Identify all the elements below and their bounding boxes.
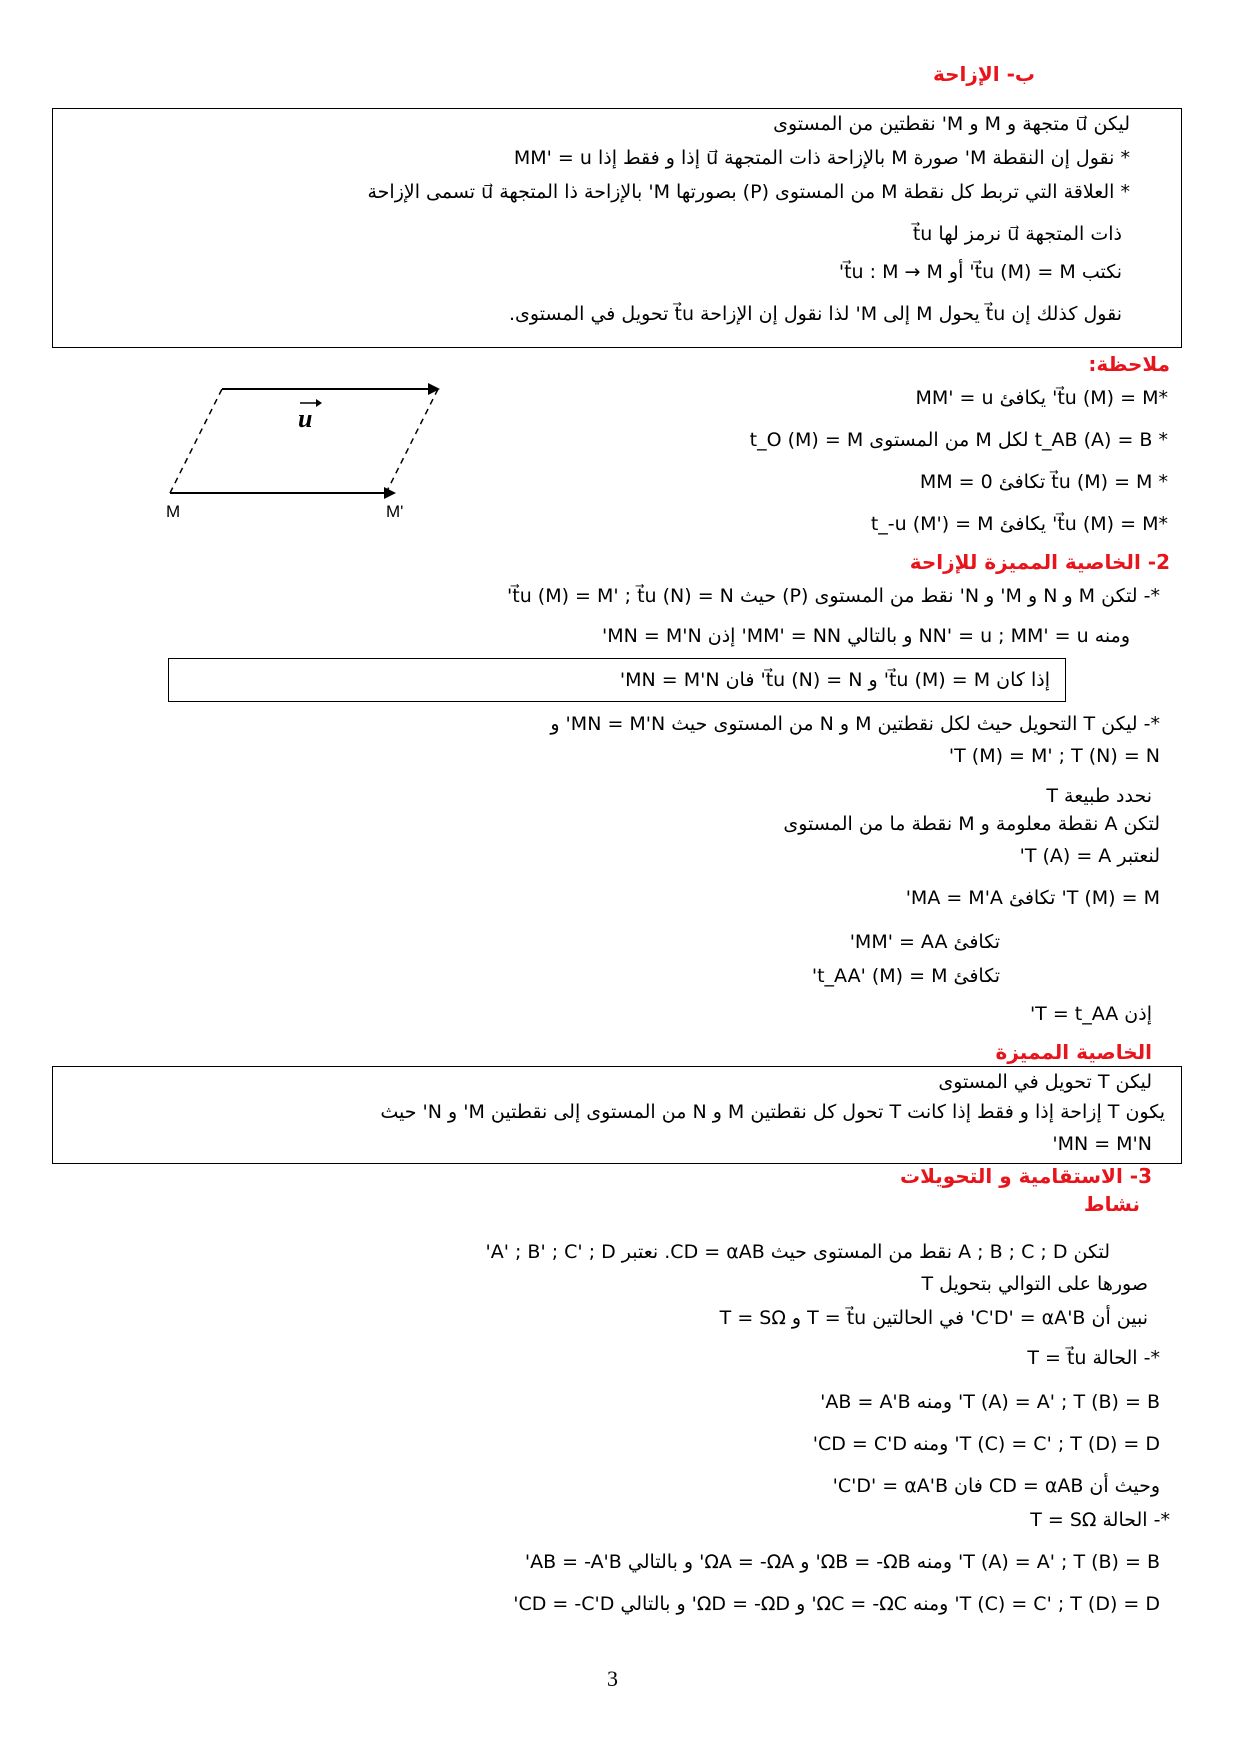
- def-line-4: ذات المتجهة ⃗u نرمز لها t⃗u: [912, 223, 1122, 245]
- sec3-line-2: صورها على التوالي بتحويل T: [921, 1273, 1148, 1295]
- sec2-line-11: تكافئ t_AA' (M) = M': [811, 965, 1000, 987]
- sec2-line-10: تكافئ MM' = AA': [849, 931, 1000, 953]
- sec2-line-12: إذن T = t_AA': [1029, 1003, 1152, 1025]
- char-line-2: يكون T إزاحة إذا و فقط إذا كانت T تحول كل نقطتين M و N من المستوى إلى نقطتين M' و N' حيث: [380, 1101, 1165, 1123]
- page-number: 3: [607, 1666, 618, 1691]
- note-line-2: * t_AB (A) = B لكل M من المستوى t_O (M) = M: [749, 429, 1168, 451]
- sec3-line-5: T (A) = A' ; T (B) = B' ومنه AB = A'B': [820, 1391, 1160, 1413]
- sec2-line-2: ومنه NN' = u ; MM' = u و بالتالي MM' = NN' إذن MN = M'N': [602, 625, 1130, 647]
- sec2-line-4: *- ليكن T التحويل حيث لكل نقطتين M و N من المستوى حيث MN = M'N' و: [550, 713, 1160, 735]
- sec2-line-1: *- لتكن M و N و M' و N' نقط من المستوى (P) حيث t⃗u (M) = M' ; t⃗u (N) = N': [507, 585, 1160, 607]
- def-line-1: ليكن ⃗u متجهة و M و M' نقطتين من المستوى: [773, 113, 1130, 135]
- translation-figure: [160, 375, 460, 530]
- point-label-m: M: [166, 502, 181, 521]
- def-line-3: * العلاقة التي تربط كل نقطة M من المستوى (P) بصورتها M' بالإزاحة ذا المتجهة ⃗u تسمى الإزاحة: [367, 181, 1130, 203]
- def-line-2: * نقول إن النقطة M' صورة M بالإزاحة ذات المتجهة ⃗u إذا و فقط إذا MM' = u: [513, 147, 1130, 169]
- def-line-5: نكتب t⃗u (M) = M' أو t⃗u : M → M': [838, 261, 1122, 283]
- char-line-3: MN = M'N': [1052, 1133, 1152, 1155]
- dashed-side-right: [386, 389, 438, 493]
- sec3-line-1: لتكن A ; B ; C ; D نقط من المستوى حيث CD = αAB. نعتبر A' ; B' ; C' ; D': [485, 1241, 1110, 1263]
- note-line-4: *t⃗u (M) = M' يكافئ t_-u (M') = M: [870, 513, 1168, 535]
- char-line-1: ليكن T تحويل في المستوى: [938, 1071, 1152, 1093]
- section-2-title: 2- الخاصية المميزة للإزاحة: [909, 550, 1170, 574]
- dashed-side-left: [170, 389, 222, 493]
- sec3-line-10: T (C) = C' ; T (D) = D' ومنه ΩC = -ΩC' و ΩD = -ΩD' و بالتالي CD = -C'D': [513, 1593, 1160, 1615]
- sec3-line-8: *- الحالة T = SΩ: [1030, 1509, 1170, 1531]
- sec2-line-7: لتكن A نقطة معلومة و M نقطة ما من المستوى: [783, 813, 1160, 835]
- section-3-title: 3- الاستقامية و التحويلات: [900, 1164, 1152, 1188]
- sec2-line-9: T (M) = M' تكافئ MA = M'A': [905, 887, 1160, 909]
- sec2-line-3: إذا كان t⃗u (M) = M' و t⃗u (N) = N' فان MN = M'N': [619, 669, 1050, 691]
- sec3-line-7: وحيث أن CD = αAB فان C'D' = αA'B': [832, 1475, 1160, 1497]
- note-line-1: *t⃗u (M) = M' يكافئ MM' = u: [915, 387, 1168, 409]
- vector-label-u: u: [298, 404, 313, 433]
- sec2-line-5: T (M) = M' ; T (N) = N': [948, 745, 1160, 767]
- arrowhead-top-icon: [428, 383, 440, 395]
- point-label-m-prime: M': [386, 502, 404, 521]
- activity-title: نشاط: [1083, 1192, 1140, 1216]
- characteristic-title: الخاصية المميزة: [995, 1040, 1152, 1064]
- note-line-3: * t⃗u (M) = M تكافئ MM = 0: [919, 471, 1168, 493]
- def-line-6: نقول كذلك إن t⃗u يحول M إلى M' لذا نقول إن الإزاحة t⃗u تحويل في المستوى.: [508, 303, 1122, 325]
- sec3-line-9: T (A) = A' ; T (B) = B' ومنه ΩB = -ΩB' و ΩA = -ΩA' و بالتالي AB = -A'B': [524, 1551, 1160, 1573]
- section-b-title: ب- الإزاحة: [932, 62, 1035, 86]
- sec3-line-6: T (C) = C' ; T (D) = D' ومنه CD = C'D': [812, 1433, 1160, 1455]
- sec3-line-3: نبين أن C'D' = αA'B' في الحالتين T = t⃗u و T = SΩ: [719, 1307, 1148, 1329]
- sec3-line-4: *- الحالة T = t⃗u: [1027, 1347, 1160, 1369]
- sec2-line-8: لنعتبر T (A) = A': [1019, 845, 1160, 867]
- sec2-line-6: نحدد طبيعة T: [1046, 785, 1152, 807]
- arrowhead-bottom-icon: [384, 487, 396, 499]
- note-title: ملاحظة:: [1088, 352, 1170, 376]
